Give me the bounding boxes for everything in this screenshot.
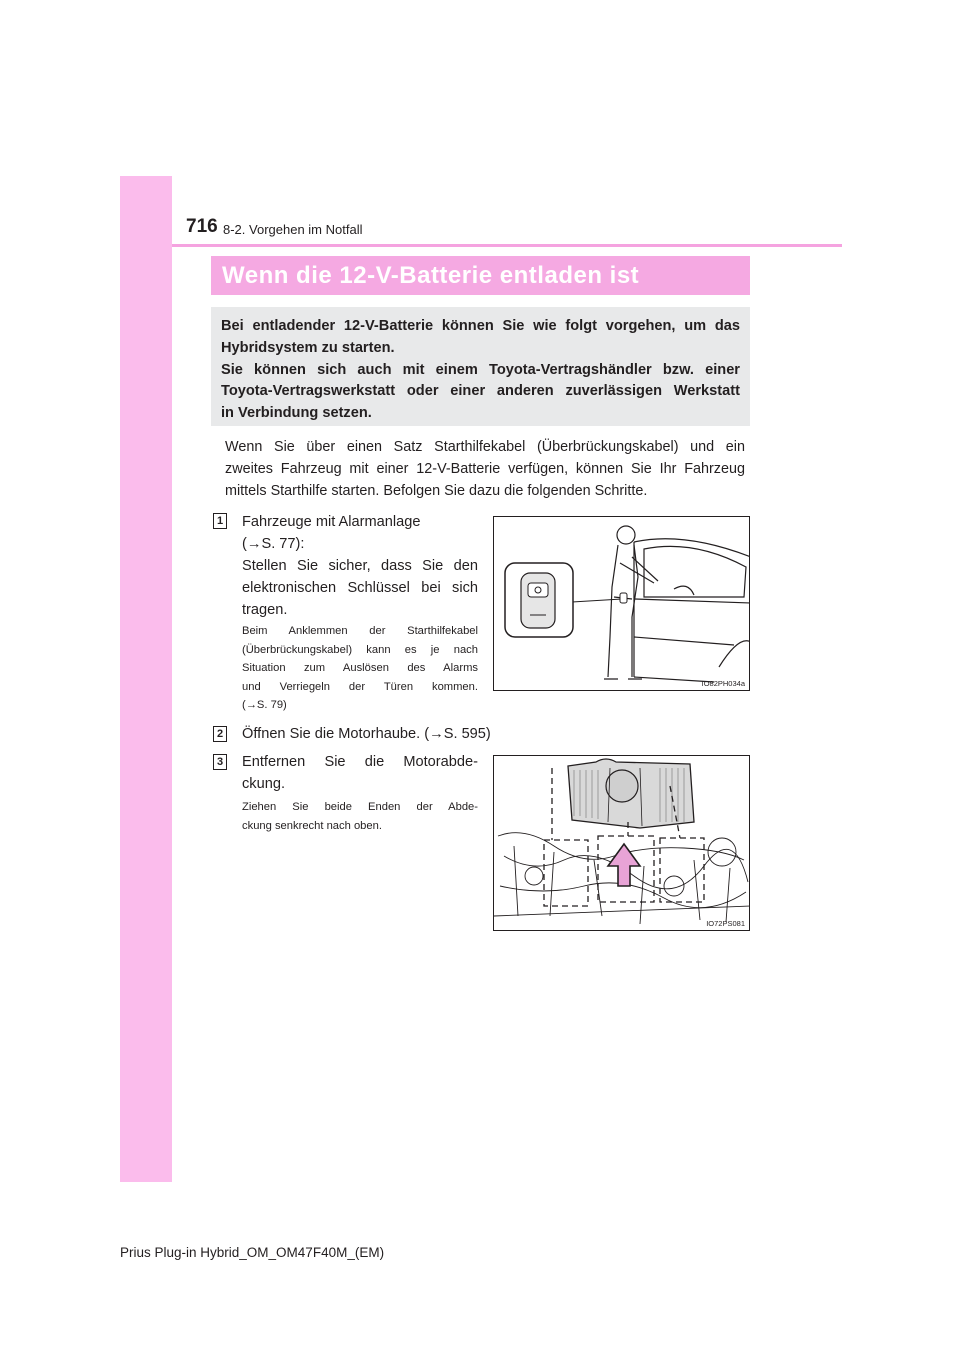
intro-line: Bei entladender 12-V-Batterie können Sie wie folgt vorgehen, um das: [221, 318, 740, 334]
step-1-note: [242, 622, 478, 715]
step-1-text: [242, 511, 478, 621]
note-line: und Verriegeln der Türen kommen.: [242, 680, 478, 693]
figure-code: IO72PS081: [706, 919, 745, 928]
step-2-text: [242, 723, 532, 745]
figure-engine-cover: [493, 755, 750, 931]
step-line: (→S. 77):: [242, 536, 305, 552]
note-line: (→S. 79): [242, 699, 287, 712]
step-line: Entfernen Sie die Motorabde-: [242, 754, 478, 770]
step-line: Fahrzeuge mit Alarmanlage: [242, 514, 421, 530]
step-3-note: [242, 798, 478, 835]
intro-box: [211, 307, 750, 426]
body-paragraph: [225, 436, 745, 502]
note-line: Situation zum Auslösen des Alarms: [242, 662, 478, 675]
step-number-3: 3: [213, 754, 227, 770]
section-reference: 8-2. Vorgehen im Notfall: [223, 222, 363, 237]
footer-document-id: Prius Plug-in Hybrid_OM_OM47F40M_(EM): [120, 1245, 385, 1260]
step-number-1: 1: [213, 513, 227, 529]
intro-line: Sie können sich auch mit einem Toyota-Vertragshändler bzw. einer: [221, 361, 740, 378]
person-at-car-door-illustration: [494, 517, 750, 691]
note-line: Ziehen Sie beide Enden der Abde-: [242, 801, 478, 813]
sidebar-tab: [120, 176, 172, 1182]
body-line: mittels Starthilfe starten. Befolgen Sie dazu die folgenden Schritte.: [225, 483, 648, 499]
step-3-text: [242, 751, 478, 795]
engine-cover-illustration: [494, 756, 750, 931]
step-line: elektronischen Schlüssel bei sich: [242, 580, 478, 596]
note-line: (Überbrückungskabel) kann es je nach: [242, 643, 478, 656]
step-line: Öffnen Sie die Motorhaube. (→S. 595): [242, 726, 491, 742]
figure-code: IO82PH034a: [701, 679, 745, 688]
intro-line: in Verbindung setzen.: [221, 405, 372, 422]
intro-line: Toyota-Vertragswerkstatt oder einer anderen zuverlässigen Werkstatt: [221, 383, 740, 400]
header-rule: [172, 244, 842, 247]
step-line: ckung.: [242, 776, 285, 792]
figure-key-person-car: [493, 516, 750, 691]
step-number-2: 2: [213, 726, 227, 742]
note-line: Beim Anklemmen der Starthilfekabel: [242, 625, 478, 637]
step-line: tragen.: [242, 602, 288, 618]
body-line: Wenn Sie über einen Satz Starthilfekabel (Überbrückungskabel) und ein: [225, 439, 745, 455]
note-line: ckung senkrecht nach oben.: [242, 819, 382, 832]
page-title: Wenn die 12-V-Batterie entladen ist: [211, 256, 750, 295]
body-line: zweites Fahrzeug mit einer 12-V-Batterie verfügen, können Sie Ihr Fahrzeug: [225, 461, 745, 477]
intro-line: Hybridsystem zu starten.: [221, 339, 395, 356]
step-line: Stellen Sie sicher, dass Sie den: [242, 558, 478, 574]
page-number: 716: [186, 216, 218, 237]
